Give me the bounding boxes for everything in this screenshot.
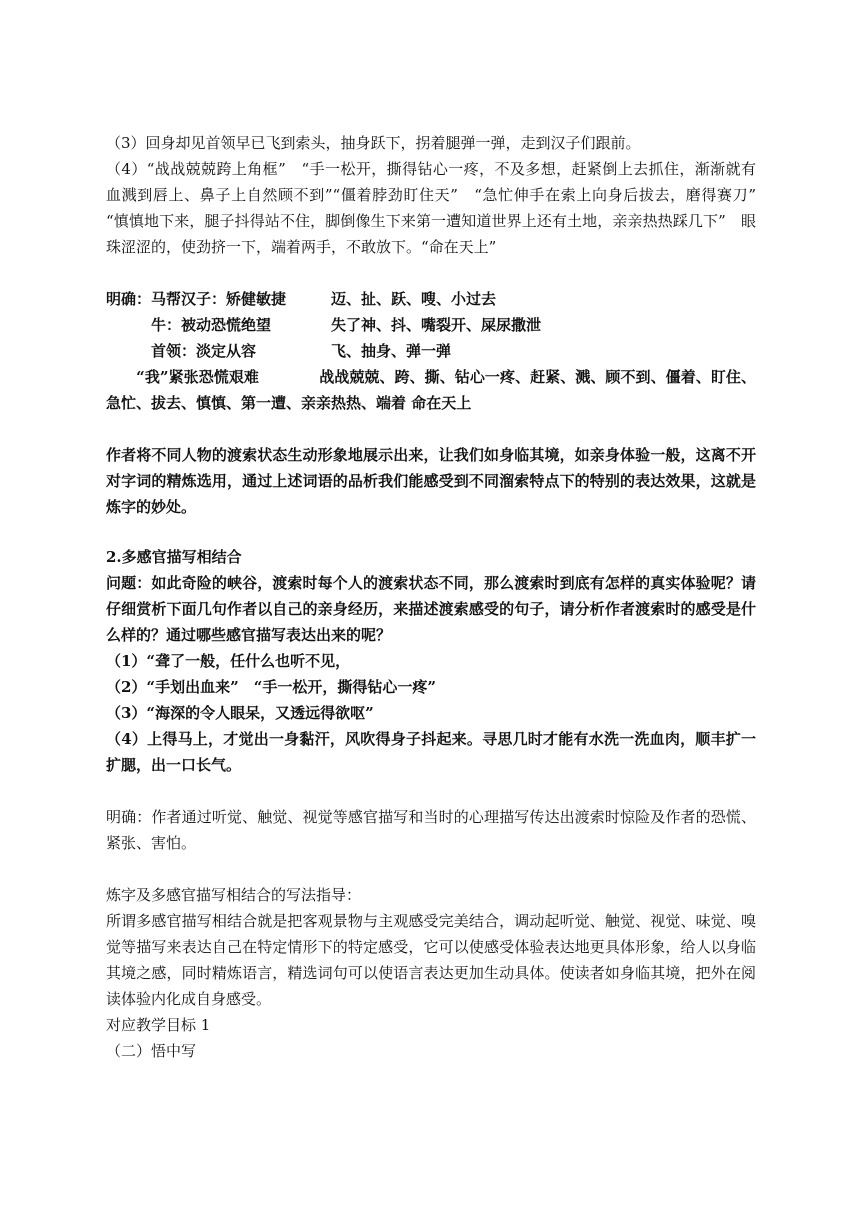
item-4-line-4: 珠涩涩的，使劲挤一下，端着两手，不敢放下。“命在天上” bbox=[106, 238, 497, 256]
clarify2-line-2: 紧张、害怕。 bbox=[106, 834, 197, 852]
next-section-heading: （二）悟中写 bbox=[106, 1042, 197, 1060]
sense-item-4-line-2: 扩腮，出一口长气。 bbox=[106, 756, 242, 774]
clarify-cow: 牛：被动恐慌绝望 失了神、抖、嘴裂开、屎尿撒泄 bbox=[106, 316, 542, 334]
question-line-2: 仔细赏析下面几句作者以自己的亲身经历，来描述渡索感受的句子，请分析作者渡索时的感受是什 bbox=[106, 600, 756, 618]
teaching-objective: 对应教学目标 1 bbox=[106, 1016, 211, 1034]
guide-line-3: 其境之感，同时精炼语言，精选词句可以使语言表达更加生动具体。使读者如身临其境，把外在阅 bbox=[106, 964, 756, 982]
clarify-me-line-1: “我”紧张恐慌艰难 战战兢兢、跨、撕、钻心一疼、赶紧、溅、顾不到、僵着、盯住、 bbox=[106, 368, 756, 386]
guide-line-1: 所谓多感官描写相结合就是把客观景物与主观感受完美结合，调动起听觉、触觉、视觉、味觉、嗅 bbox=[106, 912, 756, 930]
item-4-line-2: 血溅到唇上、鼻子上自然顾不到”“僵着脖劲盯住天” “急忙伸手在索上向身后拔去，磨得赛刀” bbox=[106, 186, 756, 204]
summary-line-3: 炼字的妙处。 bbox=[106, 498, 197, 516]
sense-item-2: （2）“手划出血来” “手一松开，撕得钻心一疼” bbox=[106, 678, 436, 696]
question-line-3: 么样的？通过哪些感官描写表达出来的呢？ bbox=[106, 626, 392, 644]
question-line-1: 问题：如此奇险的峡谷，渡索时每个人的渡索状态不同，那么渡索时到底有怎样的真实体验呢？请 bbox=[106, 574, 756, 592]
item-4-line-1: （4）“战战兢兢跨上角框” “手一松开，撕得钻心一疼，不及多想，赶紧倒上去抓住，渐渐就有 bbox=[106, 160, 756, 178]
summary-line-1: 作者将不同人物的渡索状态生动形象地展示出来，让我们如身临其境，如亲身体验一般，这离不开 bbox=[106, 446, 756, 464]
sense-item-3: （3）“海深的令人眼呆，又透远得欲呕” bbox=[106, 704, 374, 722]
guide-line-4: 读体验内化成自身感受。 bbox=[106, 990, 272, 1008]
sense-item-4-line-1: （4）上得马上，才觉出一身黏汗，风吹得身子抖起来。寻思几时才能有水洗一洗血肉，顺丰扩一 bbox=[106, 730, 756, 748]
summary-line-2: 对字词的精炼选用，通过上述词语的品析我们能感受到不同溜索特点下的特别的表达效果，这就是 bbox=[106, 472, 756, 490]
clarify-leader: 首领：淡定从容 飞、抽身、弹一弹 bbox=[106, 342, 452, 360]
clarify-horse-men: 明确：马帮汉子：矫健敏捷 迈、扯、跃、嗖、小过去 bbox=[106, 290, 497, 308]
guide-title: 炼字及多感官描写相结合的写法指导： bbox=[106, 886, 362, 904]
guide-line-2: 觉等描写来表达自己在特定情形下的特定感受，它可以使感受体验表达地更具体形象，给人以身临 bbox=[106, 938, 756, 956]
item-4-line-3: “慎慎地下来，腿子抖得站不住，脚倒像生下来第一遭知道世界上还有土地，亲亲热热踩几下” 眼 bbox=[106, 212, 756, 230]
sense-item-1: （1）“聋了一般，任什么也听不见， bbox=[106, 652, 351, 670]
section-heading: 2.多感官描写相结合 bbox=[106, 548, 242, 566]
clarify2-line-1: 明确：作者通过听觉、触觉、视觉等感官描写和当时的心理描写传达出渡索时惊险及作者的恐慌、 bbox=[106, 808, 756, 826]
item-3-line: （3）回身却见首领早已飞到索头，抽身跃下，拐着腿弹一弹，走到汉子们跟前。 bbox=[106, 134, 641, 152]
clarify-me-line-2: 急忙、拔去、慎慎、第一遭、亲亲热热、端着 命在天上 bbox=[106, 394, 472, 412]
